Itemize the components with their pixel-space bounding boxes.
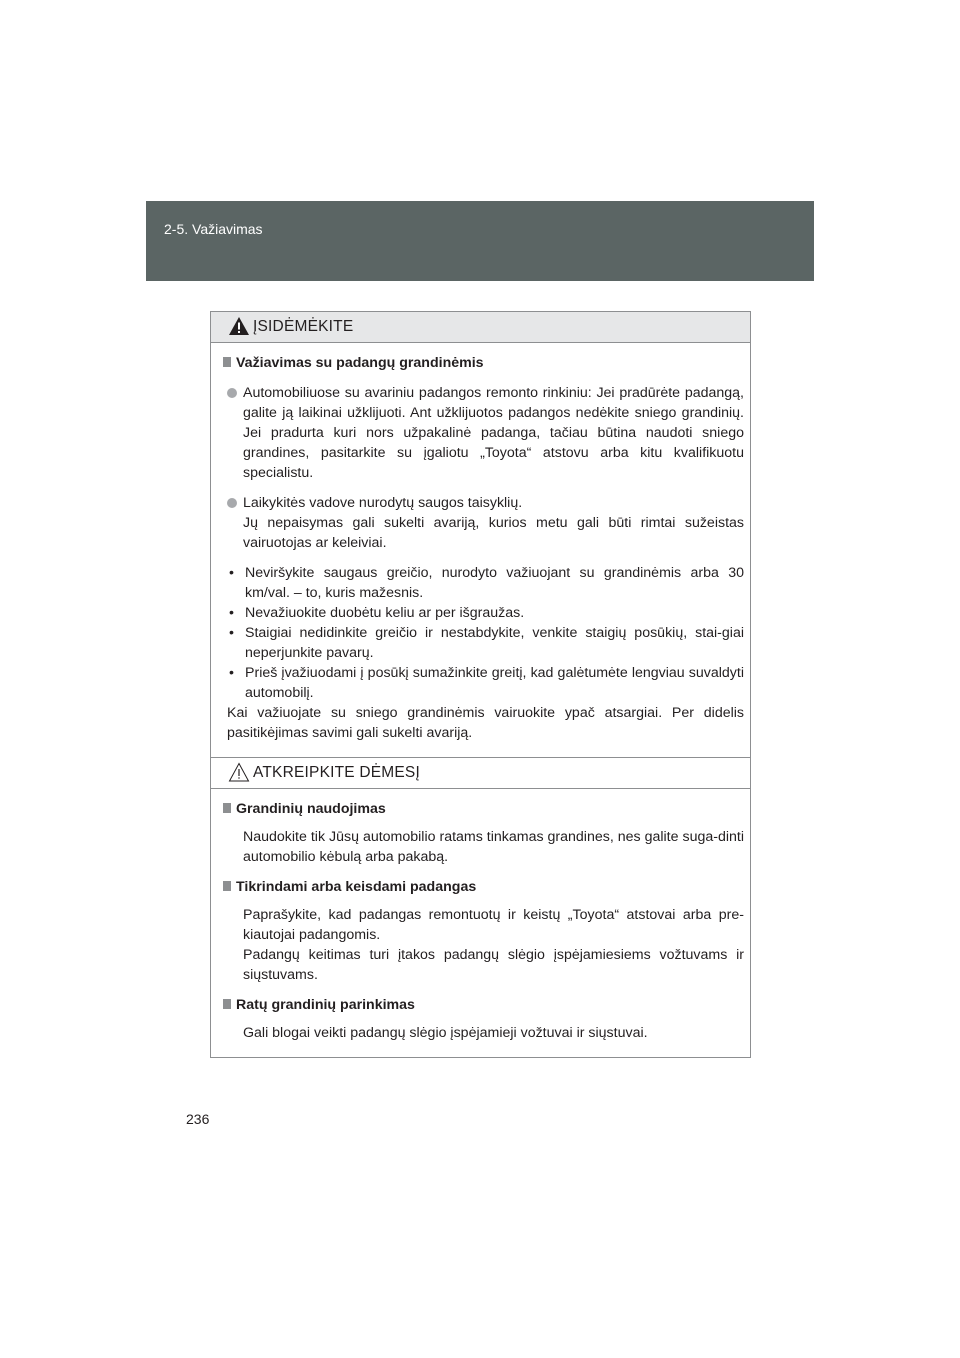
square-bullet-icon xyxy=(223,999,231,1009)
caution-box-title: ATKREIPKITE DĖMESĮ xyxy=(253,764,420,781)
caution-box-header xyxy=(211,758,750,789)
caution-section-title: Grandinių naudojimas xyxy=(236,801,386,817)
page-number: 236 xyxy=(186,1111,210,1127)
section-header-bar xyxy=(146,201,814,281)
small-bullet-icon: • xyxy=(229,605,234,621)
caution-section-heading xyxy=(223,799,744,819)
section-title: 2-5. Važiavimas xyxy=(164,221,263,237)
caution-triangle-icon xyxy=(228,762,250,782)
square-bullet-icon xyxy=(223,357,231,367)
small-bullet-icon: • xyxy=(229,565,234,581)
square-bullet-icon xyxy=(223,881,231,891)
closing-paragraph: Kai važiuojate su sniego grandinėmis vairuokite ypač atsargiai. Per didelis pasitikėjimas savimi gali sukelti avariją. xyxy=(227,705,744,741)
caution-section-title: Ratų grandinių parinkimas xyxy=(236,997,415,1013)
sub-list-item xyxy=(227,603,744,623)
caution-section-heading xyxy=(223,995,744,1015)
warning-section-heading xyxy=(223,353,744,373)
sub-list-item xyxy=(227,623,744,663)
warning-triangle-icon xyxy=(228,316,250,336)
circle-bullet-icon xyxy=(227,388,237,398)
caution-section xyxy=(223,995,744,1043)
caution-paragraph: Naudokite tik Jūsų automobilio ratams tinkamas grandines, nes galite suga-dinti automobilio kėbulą arba pakabą. xyxy=(243,829,744,865)
caution-paragraph: Gali blogai veikti padangų slėgio įspėjamieji vožtuvai ir siųstuvai. xyxy=(243,1025,648,1041)
bullet-text: Automobiliuose su avariniu padangos remonto rinkiniu: Jei pradūrėte padangą, galite ją laikinai užklijuoti. Ant užklijuotos padangos nedėkite sniego grandinių. Jei pradurta kuri nors užpakalinė padanga, tačiau būtina naudoti sniego grandines, pasitarkite su įgaliotu „Toyota“ atstovu arba kitu kvalifikuotu specialistu. xyxy=(243,385,744,481)
sub-item-text: Nevažiuokite duobėtu keliu ar per išgraužas. xyxy=(245,605,525,621)
warning-box-title: ĮSIDĖMĖKITE xyxy=(253,318,354,335)
bullet-continuation: Jų nepaisymas gali sukelti avariją, kurios metu gali būti rimtai sužeistas vairuotojas ar keleiviai. xyxy=(243,515,744,551)
sub-item-text: Prieš įvažiuodami į posūkį sumažinkite greitį, kad galėtumėte lengviau suvaldyti automobilį. xyxy=(245,665,744,701)
sub-list-item xyxy=(227,663,744,703)
list-item xyxy=(223,383,744,483)
small-bullet-icon: • xyxy=(229,625,234,641)
sub-item-text: Staigiai nedidinkite greičio ir nestabdykite, venkite staigių posūkių, stai-giai neperjunkite pavarų. xyxy=(245,625,744,661)
caution-section xyxy=(223,799,744,867)
sub-item-text: Neviršykite saugaus greičio, nurodyto važiuojant su grandinėmis arba 30 km/val. – to, kuris mažesnis. xyxy=(245,565,744,601)
warning-box xyxy=(210,311,751,758)
sub-list-item xyxy=(227,563,744,603)
caution-section xyxy=(223,877,744,985)
caution-box-body xyxy=(211,789,750,1057)
warning-box-body xyxy=(211,343,750,757)
caution-section-heading xyxy=(223,877,744,897)
circle-bullet-icon xyxy=(227,498,237,508)
bullet-text: Laikykitės vadove nurodytų saugos taisyklių. xyxy=(243,495,523,511)
caution-box xyxy=(210,757,751,1058)
sub-list xyxy=(223,563,744,703)
caution-paragraph: Padangų keitimas turi įtakos padangų slėgio įspėjamiesiems vožtuvams ir siųstuvams. xyxy=(243,947,744,983)
warning-section-title: Važiavimas su padangų grandinėmis xyxy=(236,355,484,371)
caution-section-title: Tikrindami arba keisdami padangas xyxy=(236,879,477,895)
caution-paragraph-group xyxy=(223,905,744,985)
list-item xyxy=(223,493,744,553)
bullet-text-wrap xyxy=(243,493,744,553)
warning-box-header xyxy=(211,312,750,343)
square-bullet-icon xyxy=(223,803,231,813)
caution-paragraph: Paprašykite, kad padangas remontuotų ir keistų „Toyota“ atstovai arba pre-kiautojai padangomis. xyxy=(243,907,744,943)
small-bullet-icon: • xyxy=(229,665,234,681)
